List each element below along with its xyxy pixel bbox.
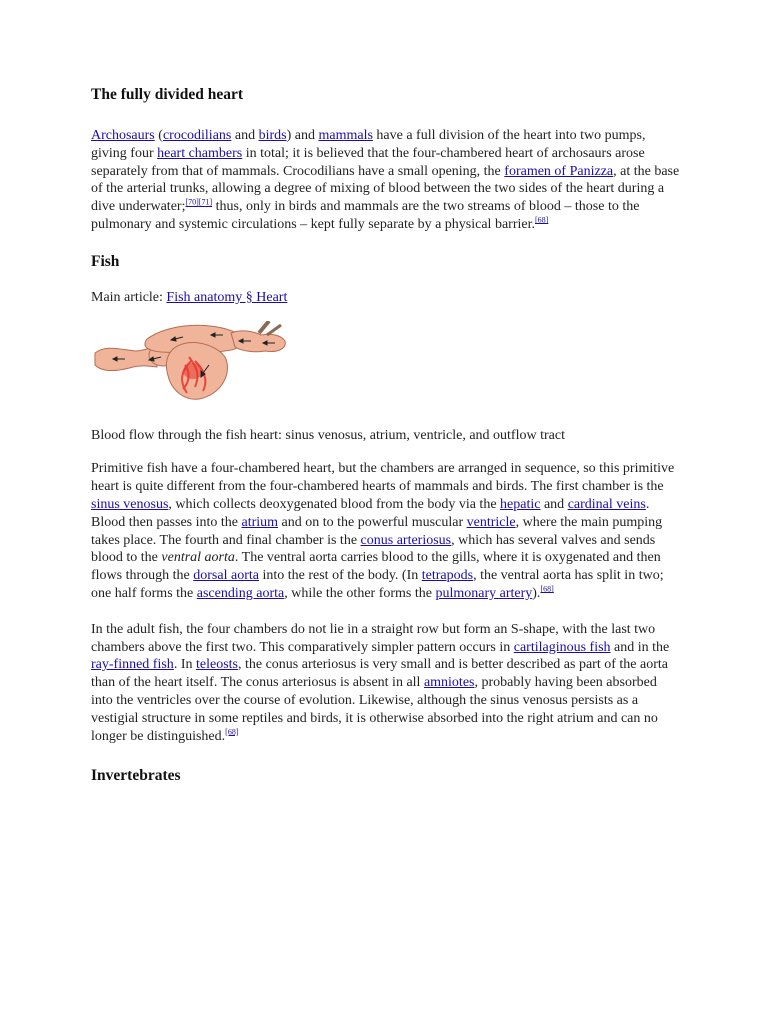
link-birds[interactable]: birds — [258, 128, 287, 143]
text: and in the — [610, 639, 670, 655]
text: Primitive fish have a four-chambered heart, but the chambers are arranged in sequence, so this primitive heart is quite different from the four-chambered hearts of mammals and birds. The first chamber is the — [91, 461, 675, 495]
text: and — [231, 128, 259, 143]
heading-fish: Fish — [91, 252, 120, 270]
text: . In — [173, 657, 196, 673]
citation-70[interactable]: [70] — [185, 197, 199, 207]
text: into the rest of the body. (In — [258, 568, 422, 584]
vein-upper — [259, 321, 269, 333]
paragraph-fully-divided-heart — [91, 127, 681, 234]
emphasis-ventral-aorta: ventral aorta — [161, 550, 235, 566]
fish-heart-figure — [91, 321, 296, 411]
link-amniotes[interactable]: amniotes — [423, 675, 475, 691]
link-cartilaginous-fish[interactable]: cartilaginous fish — [513, 639, 611, 655]
link-crocodilians[interactable]: crocodilians — [162, 128, 232, 143]
link-cardinal-veins[interactable]: cardinal veins — [567, 496, 646, 512]
link-archosaurs[interactable]: Archosaurs — [91, 128, 155, 143]
text: , which has several valves and sends blood to the — [91, 532, 656, 566]
paragraph-fish-s-shape — [91, 621, 681, 746]
text: , at the base of the arterial trunks, allowing a degree of mixing of blood between the two sides of the heart during a dive underwater; — [91, 163, 680, 215]
text: , which collects deoxygenated blood from the body via the — [168, 496, 501, 512]
main-article-line — [91, 289, 681, 307]
heading-fully-divided-heart: The fully divided heart — [91, 86, 244, 103]
article-content — [91, 86, 681, 785]
vein-lower — [267, 325, 281, 335]
text: and on to the powerful muscular — [278, 514, 467, 530]
main-article-label: Main article: — [91, 289, 167, 305]
text: , where the main pumping takes place. The fourth and final chamber is the — [91, 514, 663, 548]
citation-68[interactable]: [68] — [225, 726, 239, 736]
link-ray-finned-fish[interactable]: ray-finned fish — [91, 657, 174, 673]
text: . Blood then passes into the — [91, 496, 650, 530]
link-fish-anatomy-heart[interactable]: Fish anatomy § Heart — [166, 289, 288, 305]
heading-invertebrates: Invertebrates — [91, 767, 181, 785]
link-teleosts[interactable]: teleosts — [195, 657, 238, 673]
text: In the adult fish, the four chambers do not lie in a straight row but form an S-shape, with the last two chambers above the first two. This comparatively simpler pattern occurs in — [91, 621, 656, 655]
link-ascending-aorta[interactable]: ascending aorta — [196, 585, 285, 601]
text: ( — [154, 128, 163, 143]
text: , while the other forms the — [284, 585, 436, 601]
text: , probably having been absorbed into the ventricles over the course of evolution. Likewise, although the sinus venosus persists as a vestigial structure in some reptiles and birds, it is otherwise absorbed into the right atrium and can no longer be distinguished. — [91, 675, 658, 744]
link-hepatic[interactable]: hepatic — [500, 496, 541, 512]
blood-core — [183, 363, 203, 379]
link-conus-arteriosus[interactable]: conus arteriosus — [360, 532, 452, 548]
text: , the ventral aorta has split in two; one half forms the — [91, 568, 664, 601]
link-tetrapods[interactable]: tetrapods — [421, 568, 474, 584]
text: ). — [532, 585, 541, 601]
link-mammals[interactable]: mammals — [318, 128, 373, 143]
paragraph-fish-chambers — [91, 460, 681, 602]
text: ) and — [286, 128, 319, 143]
text: have a full division of the heart into two pumps, giving four — [91, 128, 646, 161]
link-dorsal-aorta[interactable]: dorsal aorta — [193, 568, 259, 584]
figure-caption: Blood flow through the fish heart: sinus venosus, atrium, ventricle, and outflow tract — [91, 427, 565, 443]
text: , the conus arteriosus is very small and is better described as part of the aorta than of the heart itself. The conus arteriosus is absent in all — [91, 657, 668, 691]
text: in total; it is believed that the four-chambered heart of archosaurs arose separately from that of mammals. Crocodilians have a small opening, the — [91, 145, 645, 179]
outflow-tract — [95, 347, 157, 371]
text: and — [540, 496, 568, 512]
link-ventricle[interactable]: ventricle — [466, 514, 516, 530]
link-heart-chambers[interactable]: heart chambers — [157, 145, 243, 161]
link-pulmonary-artery[interactable]: pulmonary artery — [435, 585, 533, 601]
citation-71[interactable]: [71] — [198, 197, 213, 207]
fish-heart-illustration — [91, 321, 296, 411]
link-atrium[interactable]: atrium — [241, 514, 279, 530]
text: thus, only in birds and mammals are the two streams of blood – those to the pulmonary and systemic circulations – kept fully separate by a physical barrier. — [91, 199, 640, 232]
citation-68[interactable]: [68] — [534, 215, 549, 225]
link-foramen-of-panizza[interactable]: foramen of Panizza — [504, 163, 614, 179]
text: . The ventral aorta carries blood to the gills, where it is oxygenated and then flows through the — [91, 550, 661, 584]
citation-68[interactable]: [68] — [540, 584, 554, 594]
link-sinus-venosus[interactable]: sinus venosus — [91, 496, 169, 512]
